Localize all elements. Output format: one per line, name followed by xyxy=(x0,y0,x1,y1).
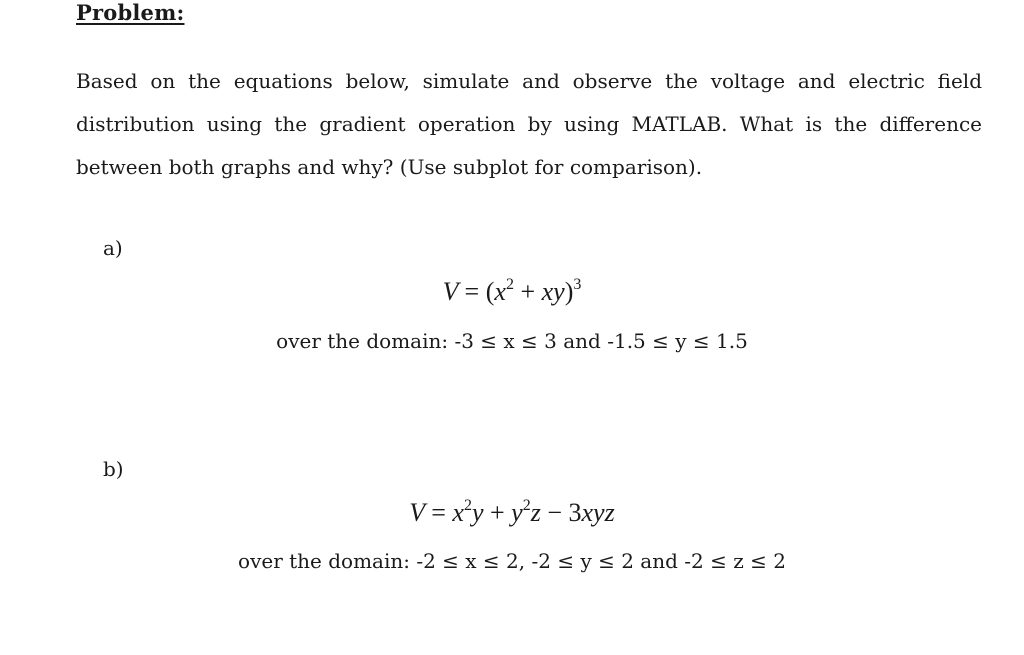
domain-a: over the domain: -3 ≤ x ≤ 3 and -1.5 ≤ y ≤ 1.5 xyxy=(276,329,748,353)
equation-a: $V = (x^2 + xy)^3$ xyxy=(442,276,582,306)
part-a-label: a) xyxy=(103,236,123,260)
problem-heading: Problem: xyxy=(76,0,185,25)
domain-b: over the domain: -2 ≤ x ≤ 2, -2 ≤ y ≤ 2 and -2 ≤ z ≤ 2 xyxy=(238,549,786,573)
problem-statement: Based on the equations below, simulate and observe the voltage and electric field distribution using the gradient operation by using MATLAB. What is the difference between both graphs and why? (Use subplot for comparison). xyxy=(76,69,982,179)
part-b-label: b) xyxy=(103,457,124,481)
equation-b: $V = x^2y + y^2z - 3xyz$ xyxy=(409,497,615,527)
